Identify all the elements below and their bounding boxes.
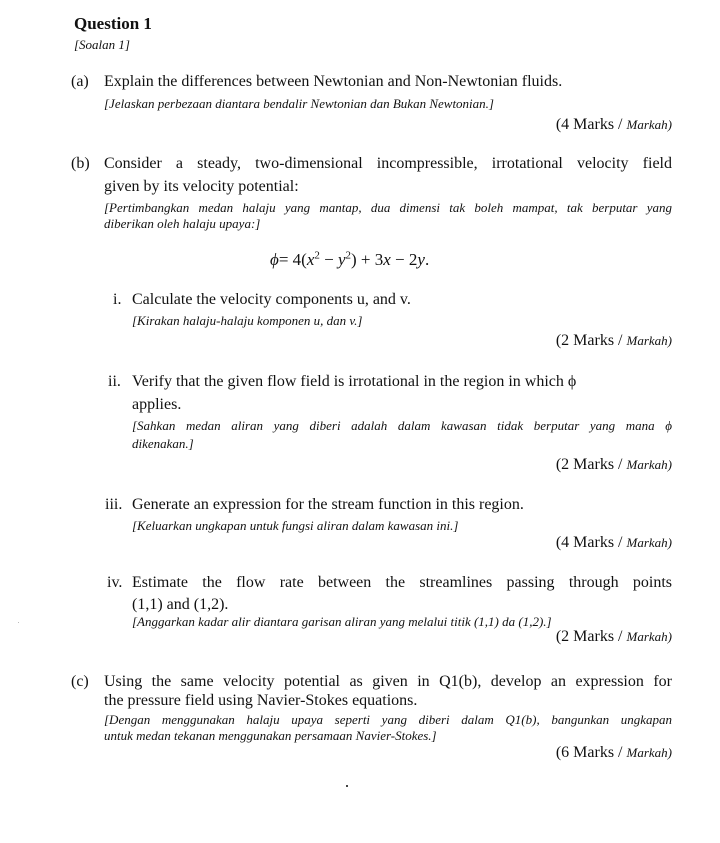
part-a-text-ms: [Jelaskan perbezaan diantara bendalir Newtonian dan Bukan Newtonian.] xyxy=(104,96,494,111)
scan-speck xyxy=(346,785,348,787)
part-a-text: Explain the differences between Newtonian and Non-Newtonian fluids. xyxy=(104,73,563,90)
part-c-text-line1: Using the same velocity potential as given in Q1(b), develop an expression for xyxy=(104,673,672,690)
question-title: Question 1 xyxy=(74,14,152,33)
part-b-text-ms-line1: [Pertimbangkan medan halaju yang mantap, dua dimensi tak boleh mampat, tak berputar yang xyxy=(104,200,672,215)
sub-iii-label: iii. xyxy=(105,496,123,513)
sub-i-marks: (2 Marks / Markah) xyxy=(555,332,672,349)
sub-i-text-ms: [Kirakan halaju-halaju komponen u, dan v.] xyxy=(132,313,363,328)
part-a-marks: (4 Marks / Markah) xyxy=(555,116,672,133)
sub-iv-label: iv. xyxy=(107,574,123,591)
sub-iv-text-ms: [Anggarkan kadar alir diantara garisan aliran yang melalui titik (1,1) da (1,2).] xyxy=(132,614,552,629)
part-c-marks: (6 Marks / Markah) xyxy=(555,744,672,761)
sub-iii-marks: (4 Marks / Markah) xyxy=(555,534,672,551)
sub-ii-text-line2: applies. xyxy=(132,396,182,413)
velocity-potential-equation: $\phi= 4(x^2 - y^2) + 3x - 2y$. xyxy=(270,249,430,269)
scan-speck xyxy=(18,622,19,623)
sub-iii-text-ms: [Keluarkan ungkapan untuk fungsi aliran dalam kawasan ini.] xyxy=(132,518,459,533)
sub-iv-marks: (2 Marks / Markah) xyxy=(555,628,672,645)
part-c-text-ms-line1: [Dengan menggunakan halaju upaya seperti yang diberi dalam Q1(b), bangunkan ungkapan xyxy=(104,712,672,727)
part-b-label: (b) xyxy=(71,155,90,172)
part-b-text-line2: given by its velocity potential: xyxy=(104,178,299,195)
sub-ii-marks: (2 Marks / Markah) xyxy=(555,456,672,473)
sub-iii-text: Generate an expression for the stream function in this region. xyxy=(132,496,524,513)
part-b-text-line1: Consider a steady, two-dimensional incompressible, irrotational velocity field xyxy=(104,155,672,172)
part-c-text-line2: the pressure field using Navier-Stokes equations. xyxy=(104,692,418,709)
sub-ii-label: ii. xyxy=(108,373,121,390)
sub-ii-text-ms-line1: [Sahkan medan aliran yang diberi adalah dalam kawasan tidak berputar yang mana ϕ xyxy=(132,418,672,433)
sub-ii-text-line1: Verify that the given flow field is irrotational in the region in which ϕ xyxy=(132,373,577,390)
sub-iv-text-line1: Estimate the flow rate between the streamlines passing through points xyxy=(132,574,672,591)
part-c-label: (c) xyxy=(71,673,89,690)
sub-iv-text-line2: (1,1) and (1,2). xyxy=(132,596,229,613)
sub-i-text: Calculate the velocity components u, and v. xyxy=(132,291,411,308)
part-c-text-ms-line2: untuk medan tekanan menggunakan persamaan Navier-Stokes.] xyxy=(104,728,437,743)
sub-ii-text-ms-line2: dikenakan.] xyxy=(132,436,194,451)
question-title-ms: [Soalan 1] xyxy=(74,37,130,52)
part-b-text-ms-line2: diberikan oleh halaju upaya:] xyxy=(104,216,261,231)
part-a-label: (a) xyxy=(71,73,89,90)
sub-i-label: i. xyxy=(113,291,122,308)
